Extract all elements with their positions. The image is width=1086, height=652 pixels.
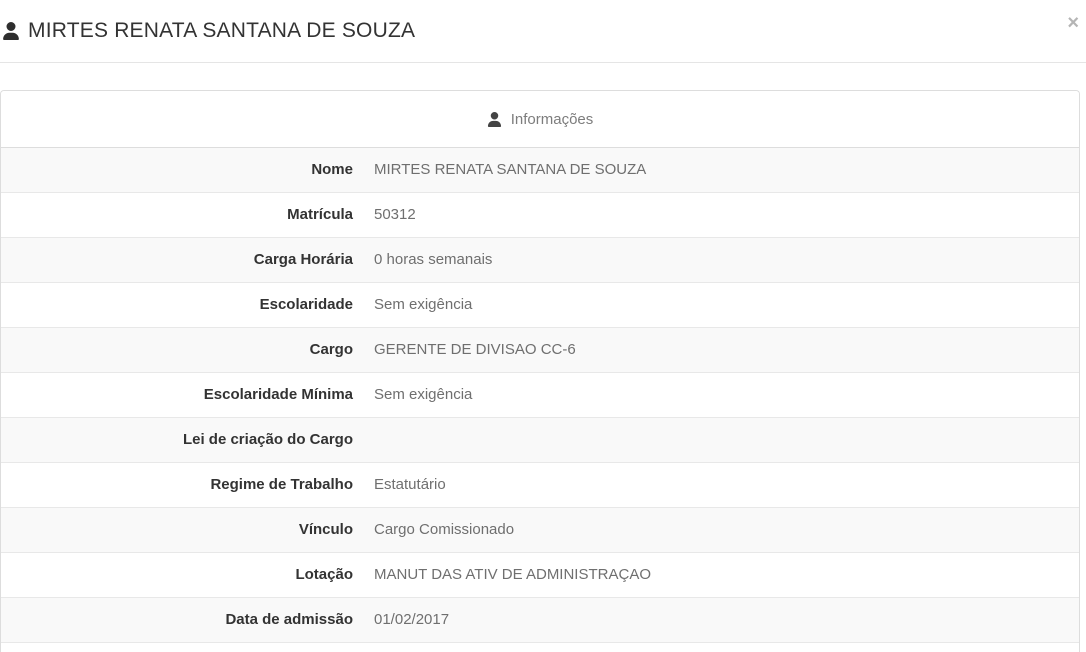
row-value: MIRTES RENATA SANTANA DE SOUZA (374, 161, 647, 178)
row-label: Lotação (295, 566, 353, 583)
row-label: Vínculo (298, 521, 353, 538)
row-value: MANUT DAS ATIV DE ADMINISTRAÇAO (374, 566, 651, 583)
table-row (1, 148, 1079, 193)
row-value: Sem exigência (374, 296, 473, 313)
row-value: GERENTE DE DIVISAO CC-6 (374, 341, 576, 358)
info-table (1, 148, 1079, 643)
table-row (1, 463, 1079, 508)
table-row (1, 283, 1079, 328)
row-label: Lei de criação do Cargo (182, 431, 353, 448)
page-title (2, 19, 415, 43)
row-value: 01/02/2017 (374, 611, 450, 628)
table-row (1, 238, 1079, 283)
user-icon (487, 112, 502, 127)
panel-heading-label: Informações (510, 110, 594, 128)
row-label: Escolaridade Mínima (203, 386, 353, 403)
user-icon (2, 22, 20, 40)
row-value: Cargo Comissionado (374, 521, 515, 538)
table-row (1, 373, 1079, 418)
row-value: Estatutário (374, 476, 446, 493)
table-row (1, 598, 1079, 643)
row-label: Cargo (309, 341, 353, 358)
row-value: Sem exigência (374, 386, 473, 403)
table-row (1, 508, 1079, 553)
table-row (1, 328, 1079, 373)
row-label: Carga Horária (253, 251, 353, 268)
modal-header (0, 0, 1086, 63)
row-value: 0 horas semanais (374, 251, 493, 268)
row-label: Nome (311, 161, 353, 178)
row-value (353, 418, 1079, 463)
row-label: Regime de Trabalho (210, 476, 353, 493)
person-name-title: MIRTES RENATA SANTANA DE SOUZA (28, 19, 416, 42)
row-label: Matrícula (287, 206, 353, 223)
info-panel (0, 90, 1080, 652)
panel-heading (1, 91, 1079, 148)
table-row (1, 553, 1079, 598)
table-row (1, 418, 1079, 463)
row-value: 50312 (374, 206, 416, 223)
row-label: Data de admissão (225, 611, 353, 628)
table-row (1, 193, 1079, 238)
row-label: Escolaridade (259, 296, 353, 313)
close-icon[interactable]: × (1067, 12, 1079, 34)
